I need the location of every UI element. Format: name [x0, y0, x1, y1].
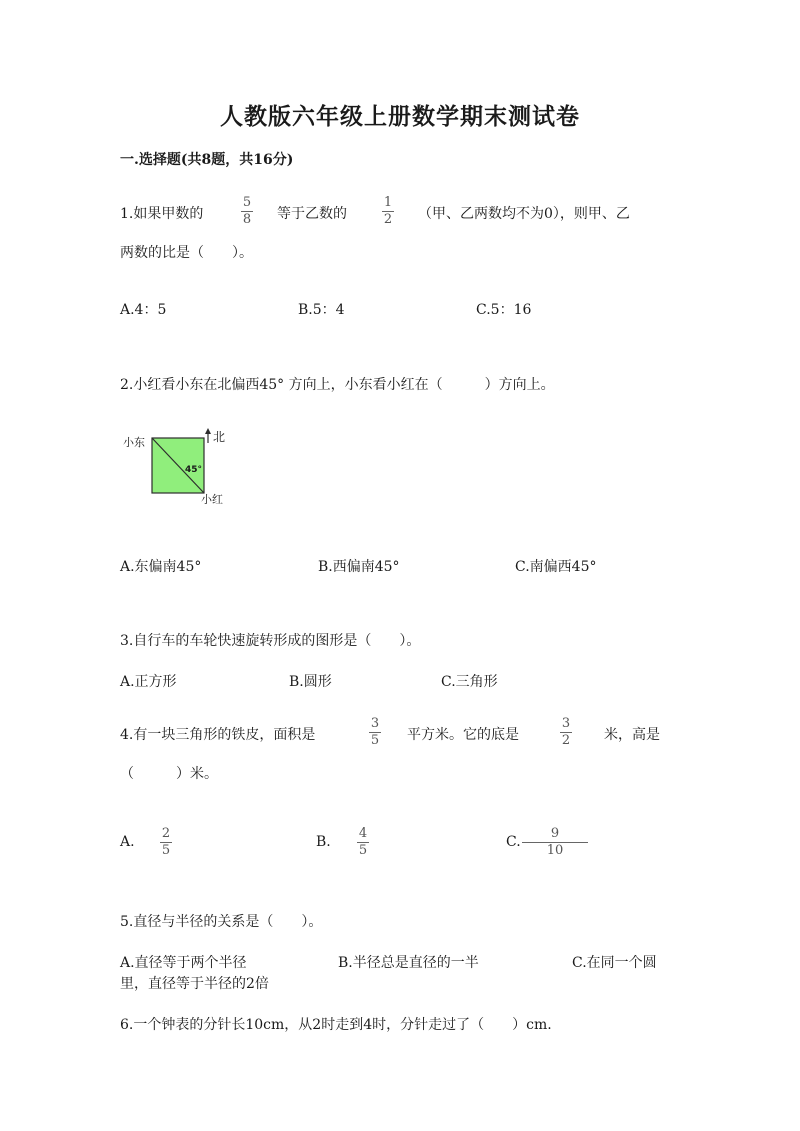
- label-xiaohong: 小红: [201, 493, 223, 506]
- option-b[interactable]: B.半径总是直径的一半: [338, 955, 479, 971]
- section-header: 一.选择题(共8题，共16分): [120, 152, 294, 168]
- fraction-numerator: 9: [550, 826, 560, 841]
- page-title: 人教版六年级上册数学期末测试卷: [220, 103, 580, 130]
- fraction-denominator: 10: [546, 843, 564, 858]
- question-5-text: 5.直径与半径的关系是（ ）。: [120, 914, 323, 930]
- fraction-denominator: 5: [161, 843, 171, 858]
- fraction-denominator: 2: [383, 212, 393, 227]
- option-c-label[interactable]: C.: [506, 834, 521, 850]
- label-angle: 45°: [185, 465, 203, 475]
- option-a[interactable]: A.4：5: [120, 302, 167, 318]
- fraction-5-8: [241, 196, 253, 227]
- fraction-1-2: [382, 196, 394, 227]
- fraction-3-5: [369, 717, 381, 748]
- fraction-numerator: 3: [370, 716, 380, 731]
- option-c[interactable]: C.5：16: [476, 302, 532, 318]
- question-1-prefix: 1.如果甲数的: [120, 206, 204, 222]
- question-6-text: 6.一个钟表的分针长10cm，从2时走到4时，分针走过了（ ）cm.: [120, 1017, 552, 1033]
- question-1-middle: 等于乙数的: [277, 206, 347, 222]
- fraction-denominator: 5: [358, 843, 368, 858]
- option-a[interactable]: A.东偏南45°: [120, 559, 202, 575]
- label-xiaodong: 小东: [123, 436, 145, 449]
- label-north: 北: [213, 430, 226, 444]
- fraction-numerator: 5: [242, 195, 252, 210]
- option-c[interactable]: C.南偏西45°: [515, 559, 597, 575]
- direction-diagram: [115, 425, 245, 515]
- question-1-suffix: （甲、乙两数均不为0），则甲、乙: [418, 206, 630, 222]
- fraction-3-2: [560, 717, 572, 748]
- option-c-fraction[interactable]: [522, 827, 588, 858]
- option-b[interactable]: B.5：4: [298, 302, 345, 318]
- option-b-label[interactable]: B.: [316, 834, 331, 850]
- question-1-line2: 两数的比是（ ）。: [120, 245, 253, 261]
- fraction-denominator: 2: [561, 733, 571, 748]
- fraction-denominator: 5: [370, 733, 380, 748]
- option-a[interactable]: A.直径等于两个半径: [120, 955, 247, 971]
- option-b[interactable]: B.圆形: [289, 674, 332, 690]
- fraction-numerator: 2: [161, 826, 171, 841]
- option-b-fraction[interactable]: [357, 827, 369, 858]
- fraction-numerator: 1: [383, 195, 393, 210]
- question-3-text: 3.自行车的车轮快速旋转形成的图形是（ ）。: [120, 633, 421, 649]
- question-4-middle: 平方米。它的底是: [407, 727, 519, 743]
- option-a-fraction[interactable]: [160, 827, 172, 858]
- option-c-continuation: 里，直径等于半径的2倍: [120, 976, 269, 992]
- option-c[interactable]: C.在同一个圆: [572, 955, 657, 971]
- fraction-numerator: 3: [561, 716, 571, 731]
- option-c[interactable]: C.三角形: [441, 674, 498, 690]
- option-a-label[interactable]: A.: [120, 834, 135, 850]
- fraction-numerator: 4: [358, 826, 368, 841]
- fraction-denominator: 8: [242, 212, 252, 227]
- question-4-suffix: 米，高是: [604, 727, 660, 743]
- question-2-text: 2.小红看小东在北偏西45° 方向上，小东看小红在（ ）方向上。: [120, 377, 555, 393]
- question-4-line2: （ ）米。: [120, 766, 218, 782]
- option-a[interactable]: A.正方形: [120, 674, 177, 690]
- north-arrow-icon: [205, 428, 211, 434]
- question-4-prefix: 4.有一块三角形的铁皮，面积是: [120, 727, 316, 743]
- option-b[interactable]: B.西偏南45°: [318, 559, 400, 575]
